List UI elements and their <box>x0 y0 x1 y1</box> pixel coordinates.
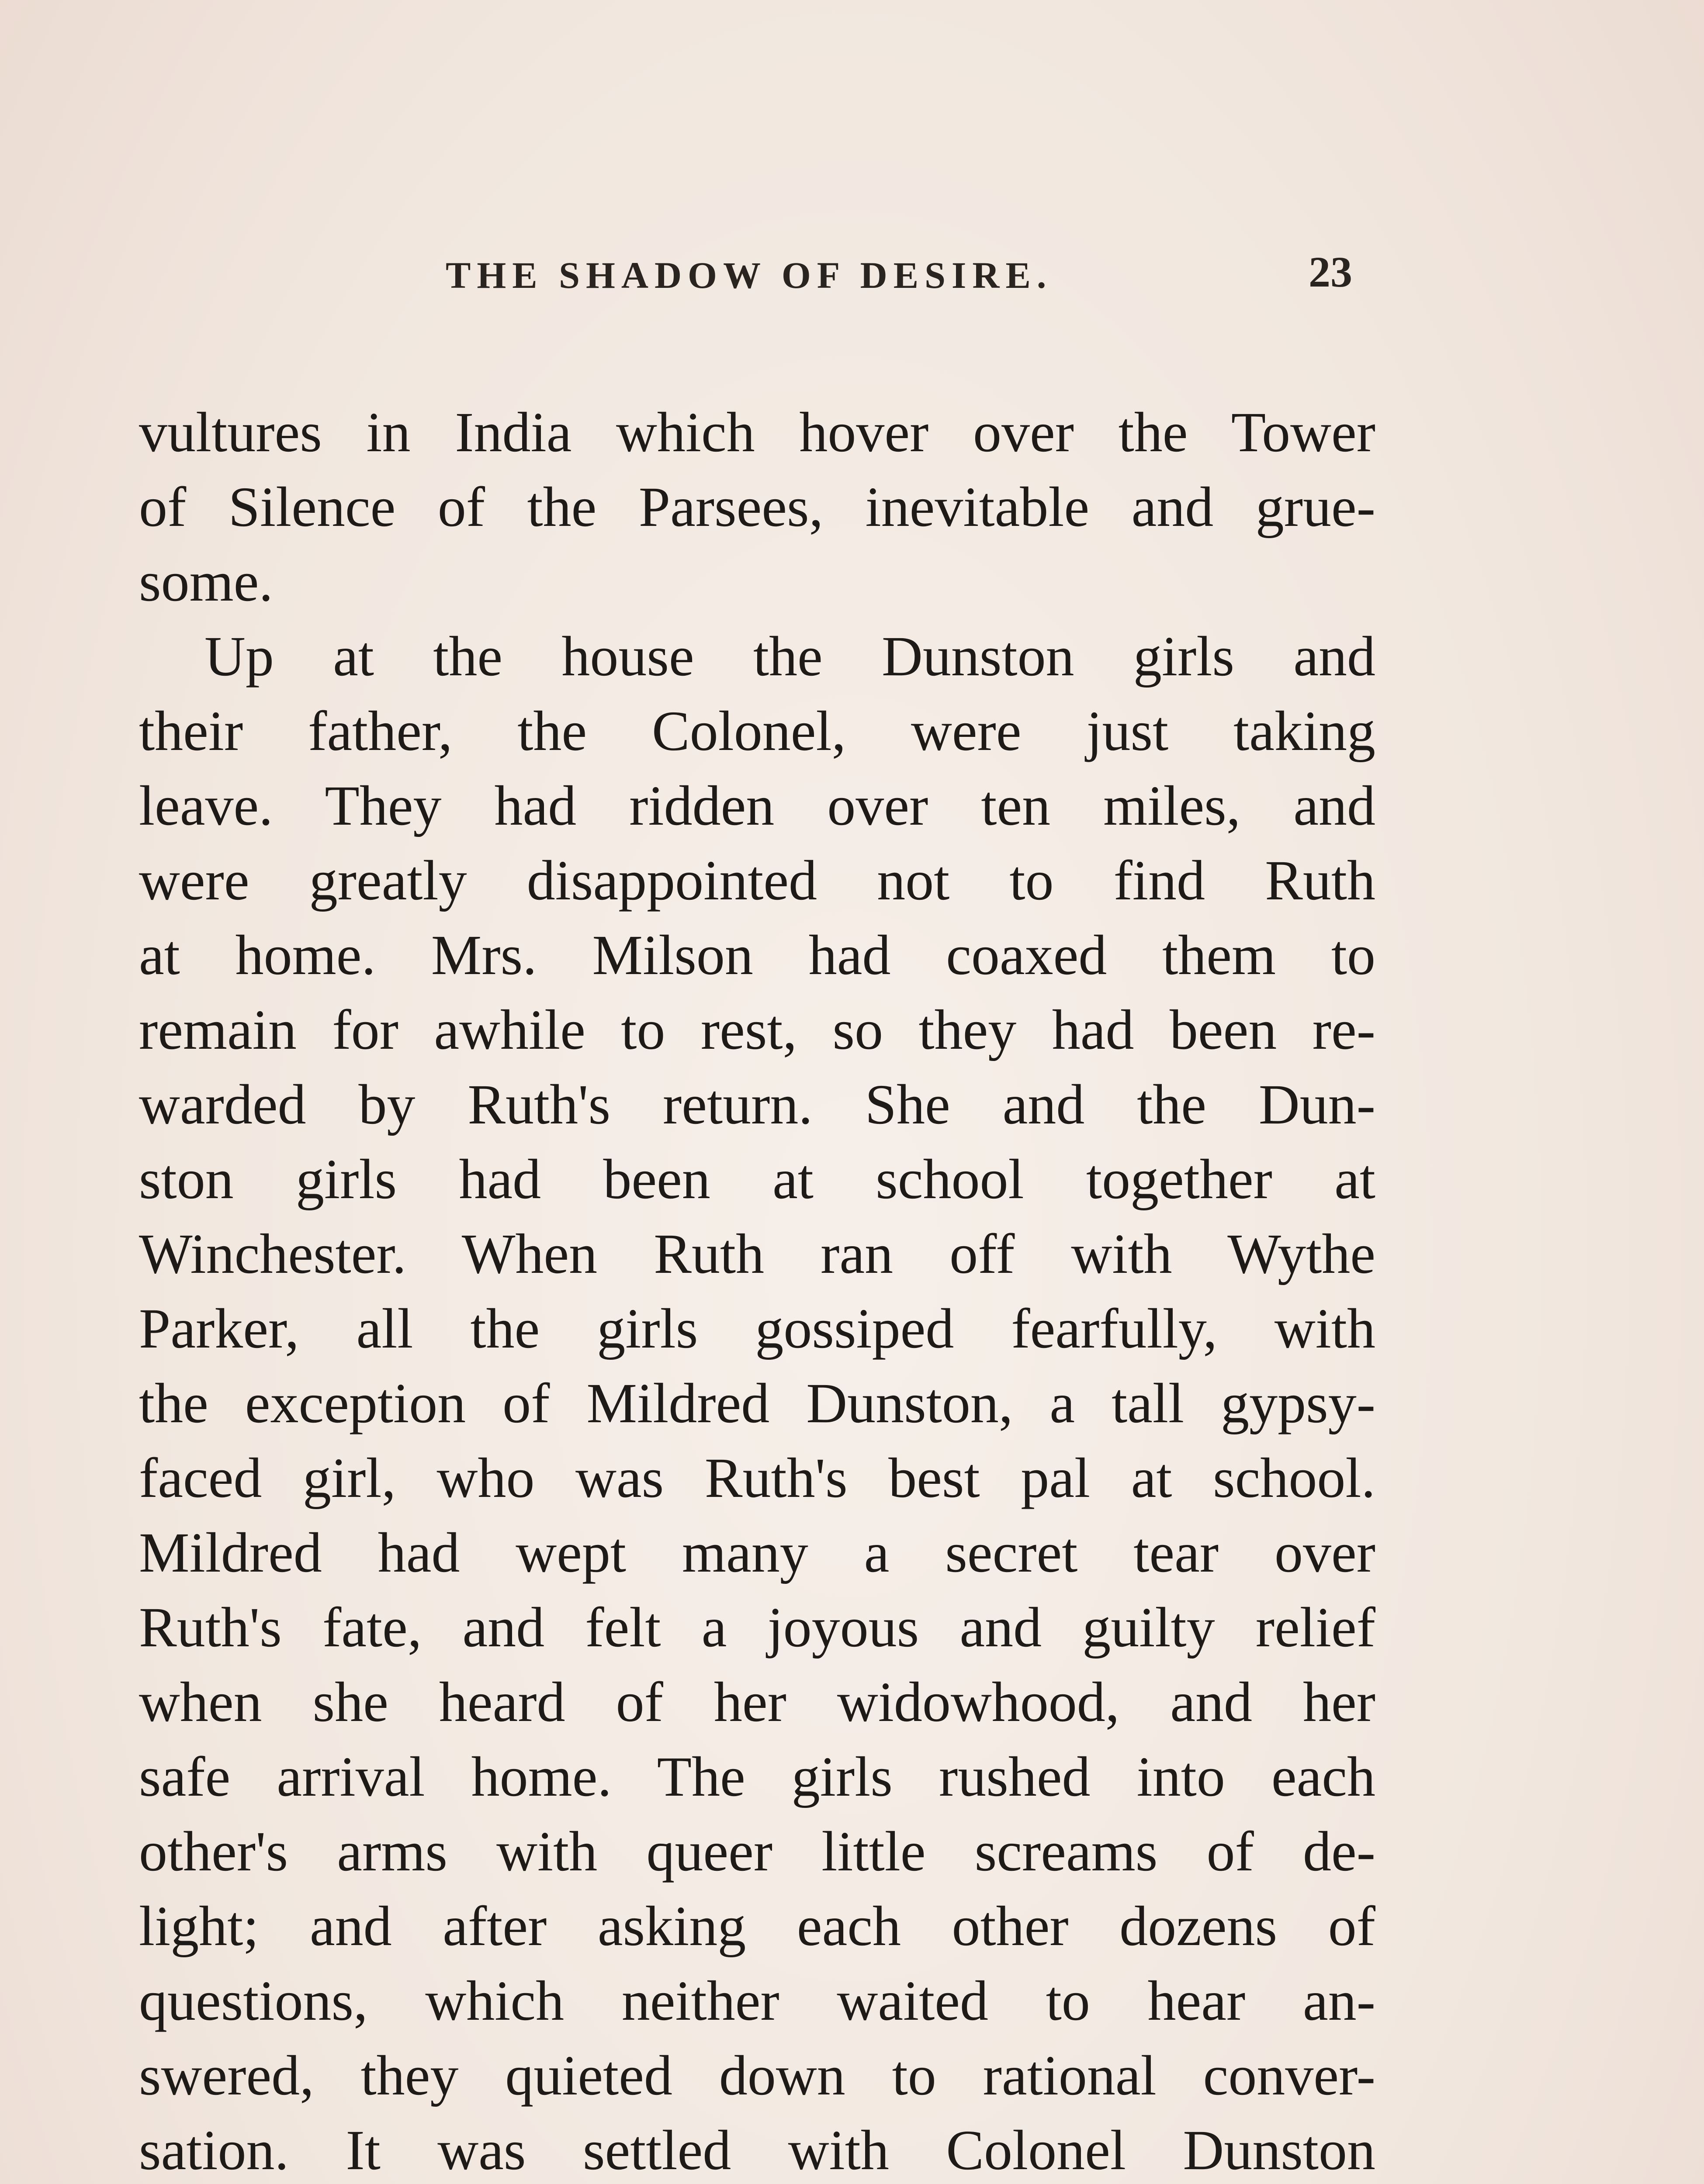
text-line: Mildred had wept many a secret tear over <box>139 1521 1375 1584</box>
text-line: Up at the house the Dunston girls and <box>204 625 1375 688</box>
text-line: safe arrival home. The girls rushed into each <box>139 1745 1375 1808</box>
text-line: sation. It was settled with Colonel Dunston <box>139 2119 1375 2182</box>
text-line: some. <box>139 550 273 613</box>
text-line: leave. They had ridden over ten miles, and <box>139 774 1375 837</box>
text-line: Winchester. When Ruth ran off with Wythe <box>139 1223 1375 1286</box>
text-line: vultures in India which hover over the Tower <box>139 401 1375 464</box>
text-line: when she heard of her widowhood, and her <box>139 1671 1375 1734</box>
text-line: the exception of Mildred Dunston, a tall gypsy- <box>139 1372 1375 1435</box>
text-line: Ruth's fate, and felt a joyous and guilty relief <box>139 1596 1375 1659</box>
body-text <box>139 395 1375 2184</box>
text-line: ston girls had been at school together at <box>139 1148 1375 1211</box>
text-line: were greatly disappointed not to find Ruth <box>139 849 1375 912</box>
text-line: faced girl, who was Ruth's best pal at school. <box>139 1447 1375 1510</box>
page-number: 23 <box>1309 248 1352 296</box>
text-line: light; and after asking each other dozens of <box>139 1895 1375 1958</box>
text-line: remain for awhile to rest, so they had been re- <box>139 999 1375 1061</box>
text-line: at home. Mrs. Milson had coaxed them to <box>139 924 1375 987</box>
running-title: THE SHADOW OF DESIRE. <box>446 254 1053 296</box>
text-line: other's arms with queer little screams of de- <box>139 1820 1375 1883</box>
text-line: warded by Ruth's return. She and the Dun- <box>139 1073 1375 1136</box>
text-line: Parker, all the girls gossiped fearfully, with <box>139 1297 1375 1360</box>
text-line: swered, they quieted down to rational conver- <box>139 2044 1375 2107</box>
text-line: of Silence of the Parsees, inevitable and grue- <box>139 476 1375 539</box>
text-line: questions, which neither waited to hear an- <box>139 1970 1375 2032</box>
text-line: their father, the Colonel, were just taking <box>139 700 1375 763</box>
